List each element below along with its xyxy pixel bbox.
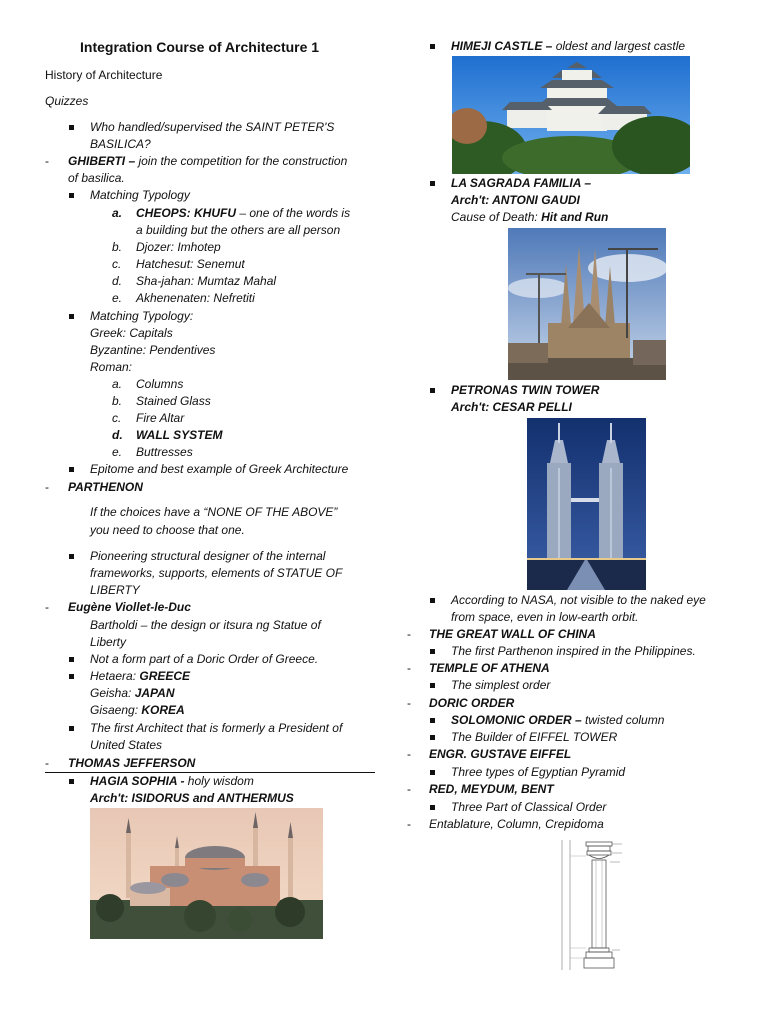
bullet-icon bbox=[430, 718, 435, 723]
list-item: Fire Altar bbox=[136, 411, 185, 425]
bullet-icon bbox=[69, 467, 74, 472]
dash-icon: - bbox=[407, 747, 411, 761]
bullet-icon bbox=[69, 657, 74, 662]
bullet-icon bbox=[430, 598, 435, 603]
hagia-sophia-photo bbox=[90, 808, 323, 939]
question-text: United States bbox=[90, 738, 163, 752]
note-text: Liberty bbox=[90, 635, 127, 649]
page-title: Integration Course of Architecture 1 bbox=[80, 39, 320, 55]
dash-icon: - bbox=[45, 756, 49, 770]
answer-text bbox=[68, 153, 347, 170]
note-text: you need to choose that one. bbox=[90, 523, 245, 537]
list-item-text: – one of the words is bbox=[236, 206, 351, 220]
note-text: Bartholdi – the design or itsura ng Statue of bbox=[90, 618, 321, 632]
answer-bold: GREECE bbox=[139, 669, 191, 683]
question-label: Matching Typology bbox=[90, 188, 190, 202]
question-text: from space, even in low-earth orbit. bbox=[451, 610, 639, 624]
bullet-icon bbox=[69, 726, 74, 731]
topic-bold: SOLOMONIC ORDER – bbox=[451, 713, 582, 727]
typology-line: Byzantine: Pendentives bbox=[90, 343, 216, 357]
question-text: Three Part of Classical Order bbox=[451, 800, 607, 814]
topic-rest: oldest and largest castle bbox=[552, 39, 686, 53]
list-marker: a. bbox=[112, 206, 123, 220]
list-marker: d. bbox=[112, 274, 123, 288]
topic-bold: HIMEJI CASTLE – bbox=[451, 39, 553, 53]
bullet-icon bbox=[69, 125, 74, 130]
topic-rest: holy wisdom bbox=[184, 774, 254, 788]
answer-text: of basilica. bbox=[68, 171, 125, 185]
bullet-icon bbox=[430, 388, 435, 393]
answer-bold: JAPAN bbox=[134, 686, 175, 700]
answer-bold: GHIBERTI – bbox=[68, 154, 136, 168]
list-item: Columns bbox=[136, 377, 184, 391]
topic-text bbox=[451, 38, 685, 55]
list-item: Buttresses bbox=[136, 445, 193, 459]
answer-label: Gisaeng: bbox=[90, 703, 142, 717]
answer-bold: KOREA bbox=[141, 703, 185, 717]
topic-text: LA SAGRADA FAMILIA – bbox=[451, 176, 591, 190]
bullet-icon bbox=[430, 683, 435, 688]
question-text: BASILICA? bbox=[90, 137, 151, 151]
dash-icon: - bbox=[45, 154, 49, 168]
answer-text: THOMAS JEFFERSON bbox=[68, 756, 196, 770]
answer-text: DORIC ORDER bbox=[429, 696, 515, 710]
bullet-icon bbox=[430, 735, 435, 740]
classical-order-diagram bbox=[556, 838, 628, 974]
list-item: Djozer: Imhotep bbox=[136, 240, 221, 254]
dash-icon: - bbox=[407, 661, 411, 675]
answer-line bbox=[90, 668, 190, 685]
bullet-icon bbox=[69, 193, 74, 198]
answer-line bbox=[90, 685, 175, 702]
answer-text: THE GREAT WALL OF CHINA bbox=[429, 627, 596, 641]
topic-text bbox=[451, 712, 664, 729]
petronas-towers-photo bbox=[527, 418, 646, 590]
list-item: Stained Glass bbox=[136, 394, 211, 408]
bullet-icon bbox=[430, 770, 435, 775]
sagrada-familia-photo bbox=[508, 228, 666, 380]
list-item bbox=[136, 205, 350, 222]
subtitle: History of Architecture bbox=[45, 68, 163, 82]
dash-icon: - bbox=[407, 627, 411, 641]
list-item: a building but the others are all person bbox=[136, 223, 341, 237]
question-text: The first Parthenon inspired in the Philippines. bbox=[451, 644, 696, 658]
question-text: LIBERTY bbox=[90, 583, 140, 597]
cause-value: Hit and Run bbox=[541, 210, 609, 224]
list-marker: e. bbox=[112, 291, 123, 305]
architect-text: Arch't: ISIDORUS and ANTHERMUS bbox=[90, 791, 294, 805]
question-label: Matching Typology: bbox=[90, 309, 194, 323]
dash-icon: - bbox=[407, 696, 411, 710]
bullet-icon bbox=[430, 181, 435, 186]
bullet-icon bbox=[430, 44, 435, 49]
bullet-icon bbox=[430, 805, 435, 810]
topic-bold: HAGIA SOPHIA - bbox=[90, 774, 185, 788]
question-text: According to NASA, not visible to the naked eye bbox=[451, 593, 706, 607]
question-text: The simplest order bbox=[451, 678, 551, 692]
typology-line: Greek: Capitals bbox=[90, 326, 173, 340]
answer-text: ENGR. GUSTAVE EIFFEL bbox=[429, 747, 572, 761]
question-text: frameworks, supports, elements of STATUE OF bbox=[90, 566, 343, 580]
list-marker: c. bbox=[112, 411, 122, 425]
list-item: Hatchesut: Senemut bbox=[136, 257, 245, 271]
list-marker: b. bbox=[112, 394, 123, 408]
list-item: Sha-jahan: Mumtaz Mahal bbox=[136, 274, 277, 288]
answer-text: Eugène Viollet-le-Duc bbox=[68, 600, 191, 614]
question-text: Three types of Egyptian Pyramid bbox=[451, 765, 626, 779]
list-marker: c. bbox=[112, 257, 122, 271]
answer-rest: join the competition for the construction bbox=[135, 154, 348, 168]
dash-icon: - bbox=[45, 600, 49, 614]
topic-text: PETRONAS TWIN TOWER bbox=[451, 383, 600, 397]
answer-line bbox=[90, 702, 185, 719]
list-marker: a. bbox=[112, 377, 123, 391]
bullet-icon bbox=[69, 674, 74, 679]
list-item: Akhenenaten: Nefretiti bbox=[136, 291, 255, 305]
question-text: Not a form part of a Doric Order of Greece. bbox=[90, 652, 319, 666]
bullet-icon bbox=[430, 649, 435, 654]
answer-text: Entablature, Column, Crepidoma bbox=[429, 817, 604, 831]
note-text: If the choices have a “NONE OF THE ABOVE” bbox=[90, 505, 338, 519]
dash-icon: - bbox=[45, 480, 49, 494]
bullet-icon bbox=[69, 779, 74, 784]
question-text: Pioneering structural designer of the internal bbox=[90, 549, 326, 563]
list-item-bold: CHEOPS: KHUFU bbox=[136, 206, 237, 220]
cause-label: Cause of Death: bbox=[451, 210, 542, 224]
himeji-castle-photo bbox=[452, 56, 690, 174]
list-marker: e. bbox=[112, 445, 123, 459]
answer-text: TEMPLE OF ATHENA bbox=[429, 661, 550, 675]
answer-label: Hetaera: bbox=[90, 669, 140, 683]
section-heading: Quizzes bbox=[45, 94, 89, 108]
topic-rest: twisted column bbox=[581, 713, 665, 727]
architect-text: Arch't: ANTONI GAUDI bbox=[451, 193, 580, 207]
question-text: Epitome and best example of Greek Architecture bbox=[90, 462, 349, 476]
dash-icon: - bbox=[407, 782, 411, 796]
question-text: Who handled/supervised the SAINT PETER'S bbox=[90, 120, 335, 134]
typology-line: Roman: bbox=[90, 360, 133, 374]
answer-label: Geisha: bbox=[90, 686, 135, 700]
question-text: The first Architect that is formerly a President of bbox=[90, 721, 343, 735]
cause-text bbox=[451, 209, 608, 226]
topic-text bbox=[90, 773, 254, 790]
answer-text: PARTHENON bbox=[68, 480, 143, 494]
answer-text: RED, MEYDUM, BENT bbox=[429, 782, 554, 796]
list-marker: b. bbox=[112, 240, 123, 254]
bullet-icon bbox=[69, 554, 74, 559]
bullet-icon bbox=[69, 314, 74, 319]
question-text: The Builder of EIFFEL TOWER bbox=[451, 730, 618, 744]
dash-icon: - bbox=[407, 817, 411, 831]
architect-text: Arch't: CESAR PELLI bbox=[451, 400, 572, 414]
list-item-answer: WALL SYSTEM bbox=[136, 428, 223, 442]
list-marker: d. bbox=[112, 428, 123, 442]
